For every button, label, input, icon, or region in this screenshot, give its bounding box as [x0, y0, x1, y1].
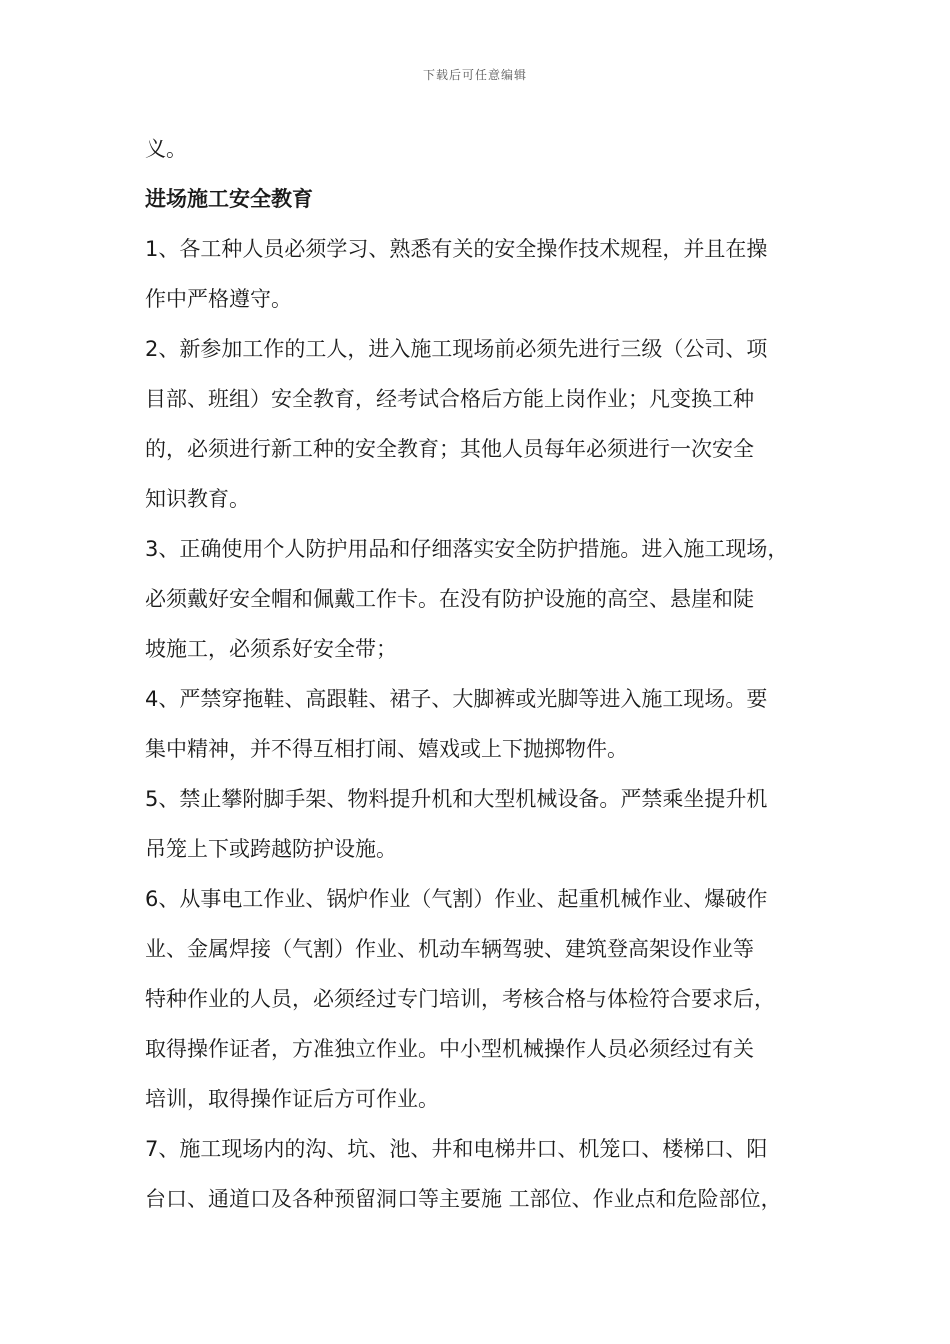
text-line: 5、禁止攀附脚手架、物料提升机和大型机械设备。严禁乘坐提升机 [145, 787, 768, 811]
text-line: 义。 [145, 137, 187, 161]
text-line: 特种作业的人员，必须经过专门培训，考核合格与体检符合要求后， [145, 987, 775, 1011]
document-body [145, 129, 813, 1229]
text-line: 台口、通道口及各种预留洞口等主要施 工部位、作业点和危险部位， [145, 1187, 782, 1211]
text-line: 知识教育。 [145, 487, 250, 511]
text-line: 必须戴好安全帽和佩戴工作卡。在没有防护设施的高空、悬崖和陡 [145, 587, 754, 611]
text-line: 4、严禁穿拖鞋、高跟鞋、裙子、大脚裤或光脚等进入施工现场。要 [145, 687, 768, 711]
text-line: 吊笼上下或跨越防护设施。 [145, 837, 397, 861]
text-line: 业、金属焊接（气割）作业、机动车辆驾驶、建筑登高架设作业等 [145, 937, 754, 961]
text-line: 目部、班组）安全教育，经考试合格后方能上岗作业；凡变换工种 [145, 387, 754, 411]
text-line: 坡施工，必须系好安全带； [145, 637, 397, 661]
text-line: 6、从事电工作业、锅炉作业（气割）作业、起重机械作业、爆破作 [145, 887, 768, 911]
text-line: 2、新参加工作的工人，进入施工现场前必须先进行三级（公司、项 [145, 337, 768, 361]
text-line: 7、施工现场内的沟、坑、池、井和电梯井口、机笼口、楼梯口、阳 [145, 1137, 768, 1161]
text-line: 作中严格遵守。 [145, 287, 292, 311]
text-line: 的，必须进行新工种的安全教育；其他人员每年必须进行一次安全 [145, 437, 754, 461]
text-line: 培训，取得操作证后方可作业。 [145, 1087, 439, 1111]
text-line: 集中精神，并不得互相打闹、嬉戏或上下抛掷物件。 [145, 737, 628, 761]
text-line: 3、正确使用个人防护用品和仔细落实安全防护措施。进入施工现场， [145, 537, 789, 561]
section-heading: 进场施工安全教育 [145, 187, 313, 211]
text-line: 取得操作证者，方准独立作业。中小型机械操作人员必须经过有关 [145, 1037, 754, 1061]
page-header: 下载后可任意编辑 [422, 68, 527, 82]
text-line: 1、各工种人员必须学习、熟悉有关的安全操作技术规程，并且在操 [145, 237, 768, 261]
